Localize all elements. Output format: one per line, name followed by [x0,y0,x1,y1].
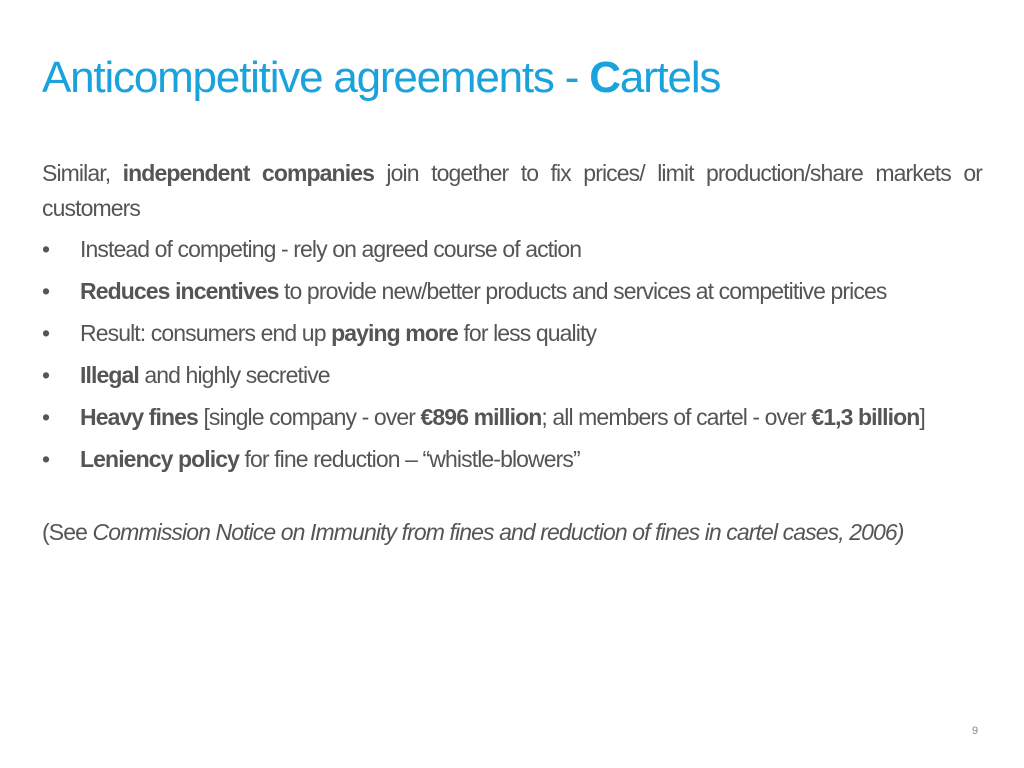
reference-note [42,515,982,550]
bullet-icon: • [42,446,50,472]
title-main: Anticompetitive agreements - [42,53,590,102]
bullet-text-mid: ; all members of cartel - over [541,404,812,430]
bullet-text-pre: Result: consumers end up [80,320,332,346]
bullet-bold-amount-2: €1,3 billion [811,404,920,430]
title-rest: artels [619,53,721,102]
bullet-icon: • [42,278,50,304]
bullet-icon: • [42,320,50,346]
note-pre: (See [42,519,93,545]
bullet-item-1 [42,232,982,267]
bullet-icon: • [42,404,50,430]
bullet-list [42,232,982,477]
intro-post: join together to fix prices/ limit production/share markets or customers [42,160,982,221]
bullet-text: to provide new/better products and services at competitive prices [278,278,887,304]
intro-paragraph [42,156,982,226]
bullet-bold-amount-1: €896 million [420,404,542,430]
page-number: 9 [972,725,979,737]
bullet-bold: Leniency policy [80,446,240,472]
slide-body [42,156,982,550]
bullet-text: and highly secretive [138,362,330,388]
intro-pre: Similar, [42,160,123,186]
bullet-text-mid: [single company - over [197,404,421,430]
note-italic: Commission Notice on Immunity from fines and reduction of fines in cartel cases, 2006) [92,519,904,545]
bullet-bold: Heavy fines [80,404,198,430]
bullet-item-2 [42,274,982,309]
intro-bold: independent companies [122,160,374,186]
bullet-bold: Reduces incentives [80,278,279,304]
bullet-text: Instead of competing - rely on agreed course of action [80,236,582,262]
bullet-text: for less quality [457,320,597,346]
bullet-item-5 [42,400,982,435]
bullet-text: ] [919,404,925,430]
bullet-item-6 [42,442,982,477]
bullet-item-3 [42,316,982,351]
title-accent-letter: C [589,53,620,102]
slide-title [42,50,720,106]
bullet-item-4 [42,358,982,393]
bullet-icon: • [42,362,50,388]
bullet-bold: Illegal [80,362,139,388]
bullet-icon: • [42,236,50,262]
bullet-bold: paying more [331,320,458,346]
bullet-text: for fine reduction – “whistle-blowers” [239,446,580,472]
